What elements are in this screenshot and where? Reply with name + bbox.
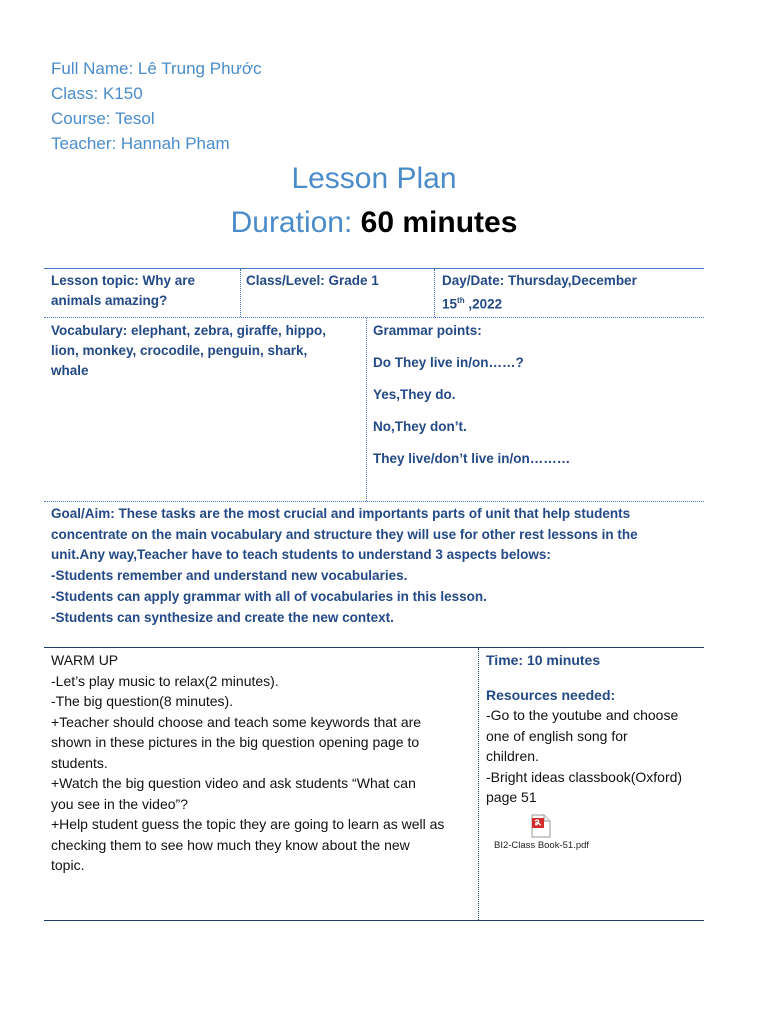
resource-line: children. <box>486 748 539 764</box>
warm-up-line: -Let’s play music to relax(2 minutes). <box>51 672 279 689</box>
vocabulary-line-2: lion, monkey, crocodile, penguin, shark, <box>51 343 308 358</box>
warm-up-line: +Help student guess the topic they are going to learn as well as <box>51 816 445 832</box>
divider <box>366 318 367 501</box>
warm-up-section <box>44 647 704 921</box>
date-cell <box>442 271 702 315</box>
resource-line: -Bright ideas classbook(Oxford) <box>486 768 683 785</box>
lesson-topic-line-2: animals amazing? <box>51 293 168 308</box>
lesson-topic-cell <box>51 271 236 311</box>
time-label: Time: 10 minutes <box>486 652 601 668</box>
grammar-point: Yes,They do. <box>373 387 456 402</box>
warm-up-line: shown in these pictures in the big question opening page to <box>51 734 420 750</box>
duration-value: 60 minutes <box>360 206 518 239</box>
warm-up-line: checking them to see how much they know about the new <box>51 836 410 853</box>
warm-up-cell <box>51 650 476 876</box>
class-name: Class: K150 <box>51 84 143 103</box>
divider <box>240 269 241 317</box>
class-level-cell: Class/Level: Grade 1 <box>246 273 379 288</box>
warm-up-line: +Watch the big question video and ask students “What can <box>51 775 416 791</box>
duration-label: Duration: <box>230 206 353 239</box>
goal-cell <box>51 504 701 628</box>
pdf-file-icon <box>531 814 551 838</box>
warm-up-line: +Teacher should choose and teach some keywords that are <box>51 713 422 730</box>
date-suffix: th <box>457 296 465 305</box>
vocabulary-line-3: whale <box>51 363 89 378</box>
vocabulary-line-1: Vocabulary: elephant, zebra, giraffe, hippo, <box>51 323 327 338</box>
warm-up-line: topic. <box>51 857 85 873</box>
warm-up-line: -The big question(8 minutes). <box>51 693 234 709</box>
resource-line: -Go to the youtube and choose <box>486 707 679 723</box>
grammar-point: No,They don’t. <box>373 419 467 434</box>
goal-line: Goal/Aim: These tasks are the most crucial and importants parts of unit that help students <box>51 506 631 521</box>
goal-line: concentrate on the main vocabulary and structure they will use for other rest lessons in the <box>51 526 638 542</box>
resource-line: page 51 <box>486 789 537 805</box>
goal-line: -Students can synthesize and create the new context. <box>51 609 394 625</box>
warm-up-line: students. <box>51 754 108 771</box>
divider <box>434 269 435 317</box>
date-line-2 <box>442 291 702 315</box>
date-line-1: Day/Date: Thursday,December <box>442 273 637 288</box>
duration-line <box>0 206 748 240</box>
lesson-info-row <box>44 268 704 318</box>
goal-line: -Students remember and understand new vocabularies. <box>51 568 408 584</box>
attachment-filename[interactable]: BI2-Class Book-51.pdf <box>494 840 590 851</box>
date-day: 15 <box>442 296 458 312</box>
full-name: Full Name: Lê Trung Phước <box>51 59 262 78</box>
lesson-topic-line-1: Lesson topic: Why are <box>51 273 196 288</box>
goal-line: unit.Any way,Teacher have to teach students to understand 3 aspects belows: <box>51 547 551 563</box>
vocab-grammar-row <box>44 318 704 502</box>
grammar-point: Do They live in/on……? <box>373 355 524 370</box>
grammar-point: They live/don’t live in/on……… <box>373 451 571 466</box>
vocabulary-cell <box>51 321 361 381</box>
resource-line: one of english song for <box>486 727 628 744</box>
resources-title: Resources needed: <box>486 686 616 703</box>
teacher-name: Teacher: Hannah Pham <box>51 134 230 153</box>
warm-up-title: WARM UP <box>51 652 119 668</box>
resources-cell <box>486 650 701 915</box>
warm-up-line: you see in the video”? <box>51 795 188 812</box>
page-title: Lesson Plan <box>291 162 457 195</box>
student-info <box>51 56 262 156</box>
grammar-title: Grammar points: <box>373 323 482 338</box>
course-name: Course: Tesol <box>51 109 155 128</box>
grammar-cell <box>373 321 693 469</box>
goal-section <box>44 502 704 630</box>
pdf-file-icon[interactable] <box>531 814 549 836</box>
goal-line: -Students can apply grammar with all of vocabularies in this lesson. <box>51 588 487 604</box>
divider <box>478 648 479 920</box>
date-year: ,2022 <box>464 296 503 312</box>
